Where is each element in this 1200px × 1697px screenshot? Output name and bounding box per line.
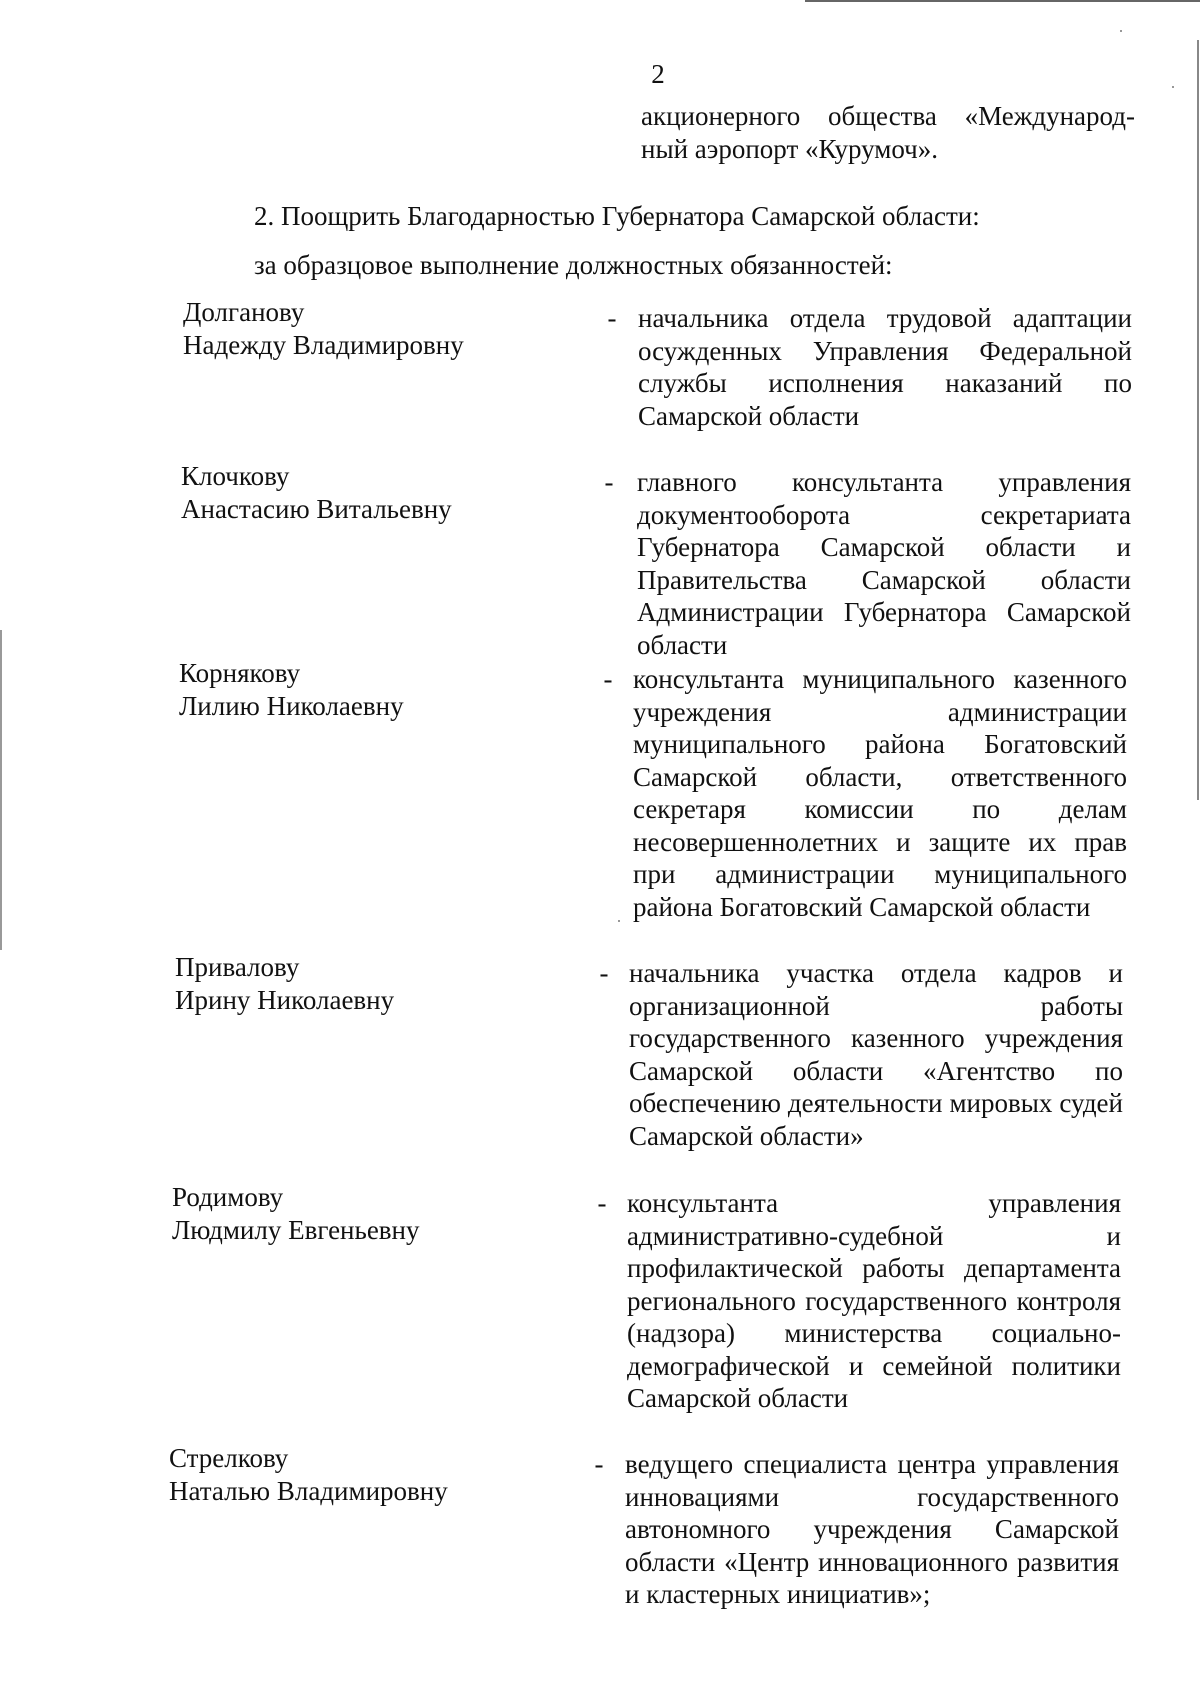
entry-dash: - [594, 1449, 604, 1479]
recipient-position: ведущего специалиста центра управления инновациями государственного автономного учреждения Самарской области «Центр инновационного развития и кластерных инициатив»; [625, 1449, 1119, 1609]
scan-speck [1172, 86, 1174, 88]
scan-speck [1120, 30, 1122, 32]
recipient-name [179, 657, 579, 722]
recipient-surname: Родимову [172, 1182, 284, 1212]
recipient-given-names: Ирину Николаевну [175, 984, 395, 1015]
continuation-line-2: ный аэропорт «Курумоч». [641, 133, 938, 164]
recipient-surname: Корнякову [179, 658, 301, 688]
scan-border-top [805, 0, 1200, 2]
recipient-given-names: Надежду Владимировну [183, 329, 464, 360]
recipient-surname: Долганову [183, 297, 305, 327]
recipient-name [172, 1181, 572, 1246]
recipient-surname: Клочкову [181, 461, 290, 491]
recipient-name [175, 951, 575, 1016]
recipient-position: главного консультанта управления документооборота секретариата Губернатора Самарской области и Правительства Самарской области Администрации Губернатора Самарской области [637, 467, 1131, 660]
recipient-name [169, 1442, 569, 1507]
continuation-line-1: акционерного общества «Международ- [641, 101, 1135, 131]
recipient-surname: Привалову [175, 952, 300, 982]
recipient-position: консультанта муниципального казенного учреждения администрации муниципального района Богатовский Самарской области, ответственного секретаря комиссии по делам несовершеннолетних и защите их прав при администрации муниципального района Богатовский Самарской области [633, 664, 1127, 922]
recipient-given-names: Анастасию Витальевну [181, 493, 452, 524]
scan-speck [618, 920, 620, 922]
continuation-text [641, 100, 1135, 165]
recipient-given-names: Наталью Владимировну [169, 1475, 448, 1506]
entry-dash: - [597, 1188, 607, 1218]
recipient-given-names: Лилию Николаевну [179, 690, 404, 721]
point-2-heading: 2. Поощрить Благодарностью Губернатора Самарской области: [254, 201, 980, 231]
recipient-surname: Стрелкову [169, 1443, 289, 1473]
entry-dash: - [607, 303, 617, 333]
recipient-position: начальника отдела трудовой адаптации осужденных Управления Федеральной службы исполнения наказаний по Самарской области [638, 303, 1132, 431]
recipient-name [181, 460, 581, 525]
entry-dash: - [603, 664, 613, 694]
reason-line: за образцовое выполнение должностных обязанностей: [254, 250, 893, 280]
entry-dash: - [599, 958, 609, 988]
recipient-name [183, 296, 583, 361]
page-number: 2 [651, 59, 665, 89]
scan-border-left [0, 630, 2, 950]
recipient-position: консультанта управления административно-судебной и профилактической работы департамента регионального государственного контроля (надзора) министерства социально-демографической и семейной политики Самарской области [627, 1188, 1121, 1413]
entry-dash: - [604, 467, 614, 497]
scan-border-right [1197, 40, 1199, 800]
recipient-position: начальника участка отдела кадров и организационной работы государственного казенного учреждения Самарской области «Агентство по обеспечению деятельности мировых судей Самарской области» [629, 958, 1123, 1151]
recipient-given-names: Людмилу Евгеньевну [172, 1214, 420, 1245]
